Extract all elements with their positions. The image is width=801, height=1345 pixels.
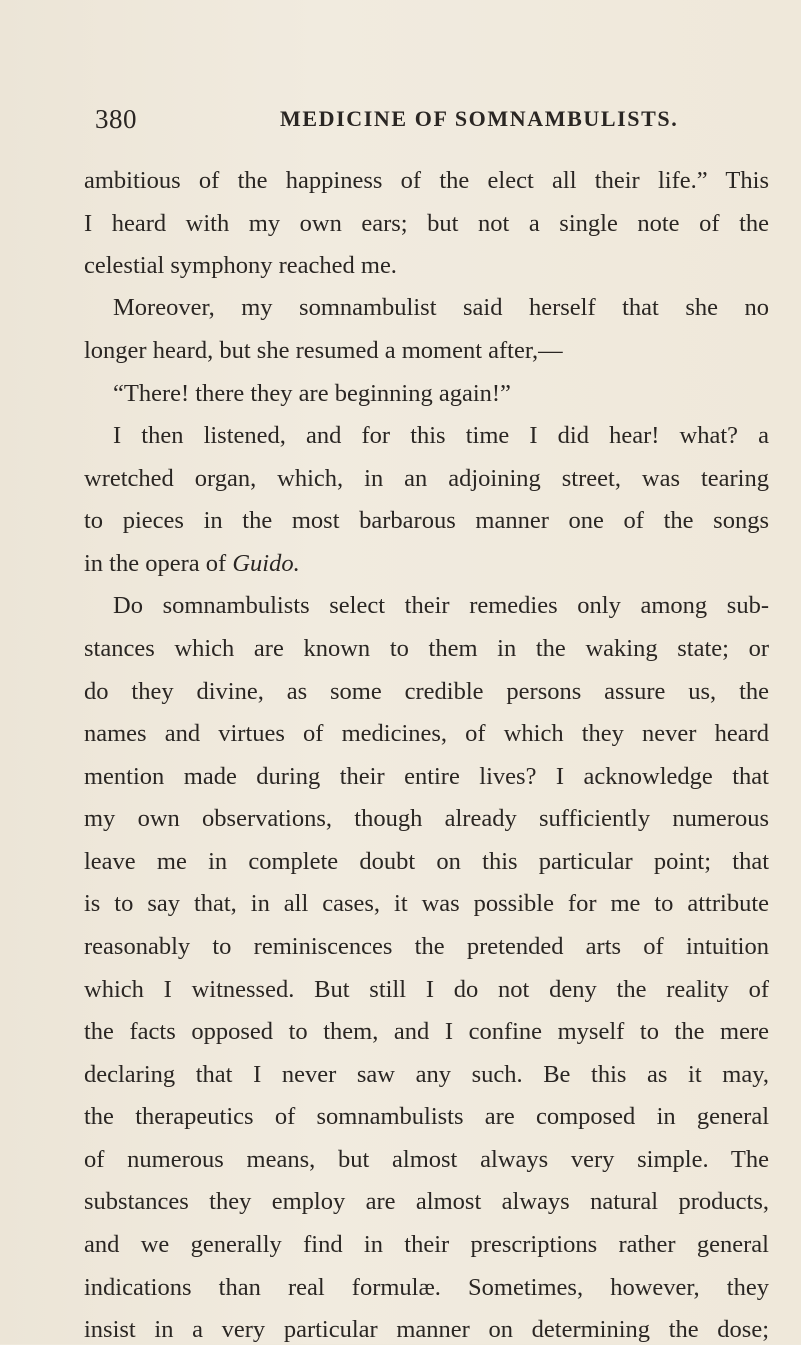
text-line: is to say that, in all cases, it was possible for me to attribute: [84, 890, 769, 917]
text-line: wretched organ, which, in an adjoining street, was tearing: [84, 465, 769, 492]
opera-title: Guido.: [232, 550, 300, 577]
text-line: leave me in complete doubt on this particular point; that: [84, 848, 769, 875]
page-number: 380: [95, 104, 137, 134]
text-line: which I witnessed. But still I do not deny the reality of: [84, 976, 769, 1003]
text-line: the therapeutics of somnambulists are composed in general: [84, 1103, 769, 1130]
text-line: Do somnambulists select their remedies only among sub-: [113, 592, 769, 619]
text-line: and we generally find in their prescriptions rather general: [84, 1231, 769, 1258]
text-line: do they divine, as some credible persons assure us, the: [84, 678, 769, 705]
text-line: I heard with my own ears; but not a single note of the: [84, 210, 769, 237]
text-line: “There! there they are beginning again!”: [113, 380, 511, 407]
text-line: names and virtues of medicines, of which they never heard: [84, 720, 769, 747]
text-line: I then listened, and for this time I did hear! what? a: [113, 422, 769, 449]
text-line: celestial symphony reached me.: [84, 252, 397, 279]
text-line: mention made during their entire lives? I acknowledge that: [84, 763, 769, 790]
text-line: substances they employ are almost always natural products,: [84, 1188, 769, 1215]
text-line: stances which are known to them in the waking state; or: [84, 635, 769, 662]
text-line: declaring that I never saw any such. Be this as it may,: [84, 1061, 769, 1088]
text-line: Moreover, my somnambulist said herself that she no: [113, 294, 769, 321]
text-line: my own observations, though already sufficiently numerous: [84, 805, 769, 832]
text-line: ambitious of the happiness of the elect all their life.” This: [84, 167, 769, 194]
text-line: the facts opposed to them, and I confine myself to the mere: [84, 1018, 769, 1045]
text-line: insist in a very particular manner on determining the dose;: [84, 1316, 769, 1343]
text-line-with-title: [84, 549, 769, 579]
text-line: longer heard, but she resumed a moment after,—: [84, 337, 563, 364]
text-line-start: in the opera of: [84, 550, 233, 577]
running-head: MEDICINE OF SOMNAMBULISTS.: [280, 106, 679, 131]
text-line: of numerous means, but almost always very simple. The: [84, 1146, 769, 1173]
text-line: reasonably to reminiscences the pretended arts of intuition: [84, 933, 769, 960]
text-line: to pieces in the most barbarous manner one of the songs: [84, 507, 769, 534]
page-header: [95, 104, 775, 144]
text-line: indications than real formulæ. Sometimes, however, they: [84, 1274, 769, 1301]
